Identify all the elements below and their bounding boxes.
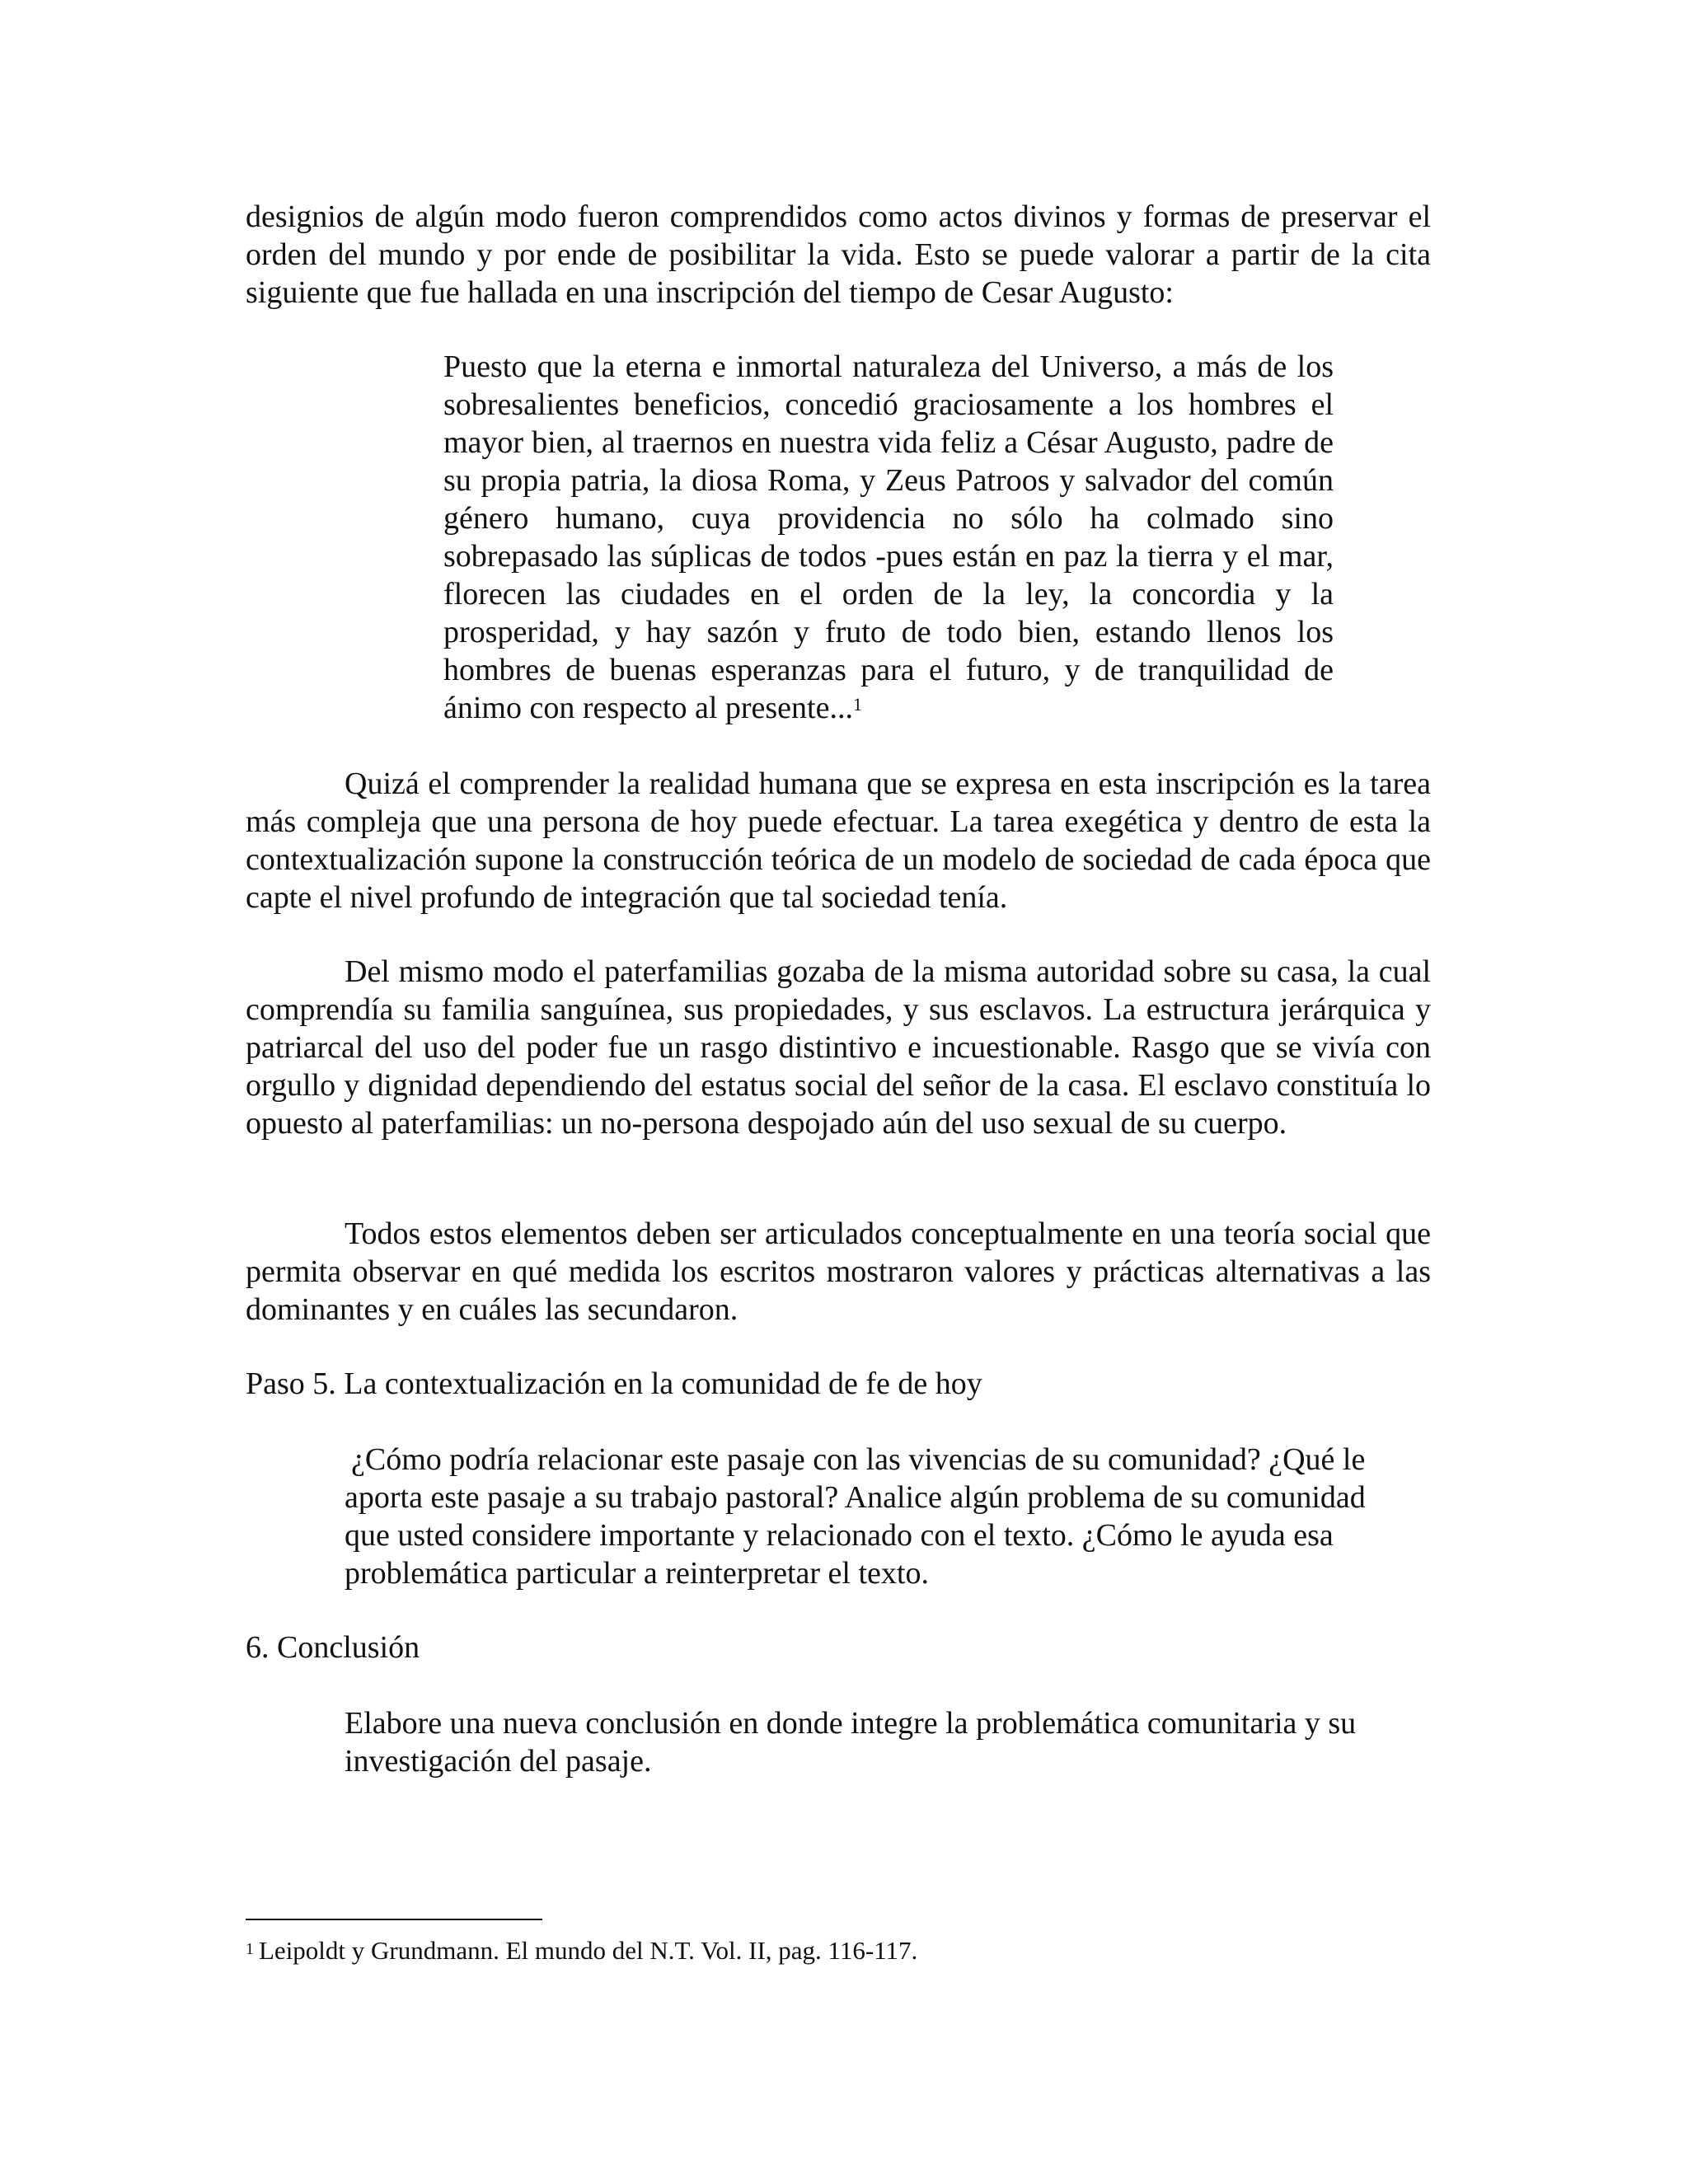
step6-heading: 6. Conclusión xyxy=(246,1630,420,1665)
paragraph-teoria-social: Todos estos elementos deben ser articulados conceptualmente en una teoría social que permita observar en qué medida los escritos mostraron valores y prácticas alternativas a las dominantes y en cuáles las secundaron. xyxy=(246,1216,1431,1327)
step5-heading: Paso 5. La contextualización en la comunidad de fe de hoy xyxy=(246,1366,982,1401)
footnote xyxy=(246,1935,1432,1966)
step5-questions: ¿Cómo podría relacionar este pasaje con las vivencias de su comunidad? ¿Qué le aporta este pasaje a su trabajo pastoral? Analice algún problema de su comunidad que usted considere importante y relacionado con el texto. ¿Cómo le ayuda esa problemática particular a reinterpretar el texto. xyxy=(345,1442,1366,1591)
footnote-text: Leipoldt y Grundmann. El mundo del N.T. Vol. II, pag. 116-117. xyxy=(259,1936,918,1965)
step6-instructions: Elabore una nueva conclusión en donde integre la problemática comunitaria y su investigación del pasaje. xyxy=(345,1706,1357,1779)
paragraph-paterfamilias: Del mismo modo el paterfamilias gozaba de la misma autoridad sobre su casa, la cual comprendía su familia sanguínea, sus propiedades, y sus esclavos. La estructura jerárquica y patriarcal del uso del poder fue un rasgo distintivo e incuestionable. Rasgo que se vivía con orgullo y dignidad dependiendo del estatus social del señor de la casa. El esclavo constituía lo opuesto al paterfamilias: un no-persona despojado aún del uso sexual de su cuerpo. xyxy=(246,954,1431,1141)
block-quote xyxy=(443,348,1334,727)
footnote-separator xyxy=(246,1919,542,1920)
intro-paragraph: designios de algún modo fueron comprendidos como actos divinos y formas de preservar el orden del mundo y por ende de posibilitar la vida. Esto se puede valorar a partir de la cita siguiente que fue hallada en una inscripción del tiempo de Cesar Augusto: xyxy=(246,199,1431,310)
paragraph-realidad-humana: Quizá el comprender la realidad humana que se expresa en esta inscripción es la tarea más compleja que una persona de hoy puede efectuar. La tarea exegética y dentro de esta la contextualización supone la construcción teórica de un modelo de sociedad de cada época que capte el nivel profundo de integración que tal sociedad tenía. xyxy=(246,766,1431,915)
footnote-reference: 1 xyxy=(852,694,862,715)
footnote-mark: 1 xyxy=(246,1940,254,1958)
quote-text: Puesto que la eterna e inmortal naturaleza del Universo, a más de los sobresalientes beneficios, concedió graciosamente a los hombres el mayor bien, al traernos en nuestra vida feliz a César Augusto, padre de su propia patria, la diosa Roma, y Zeus Patroos y salvador del común género humano, cuya providencia no sólo ha colmado sino sobrepasado las súplicas de todos -pues están en paz la tierra y el mar, florecen las ciudades en el orden de la ley, la concordia y la prosperidad, y hay sazón y fruto de todo bien, estando llenos los hombres de buenas esperanzas para el futuro, y de tranquilidad de ánimo con respecto al presente... xyxy=(443,349,1334,725)
